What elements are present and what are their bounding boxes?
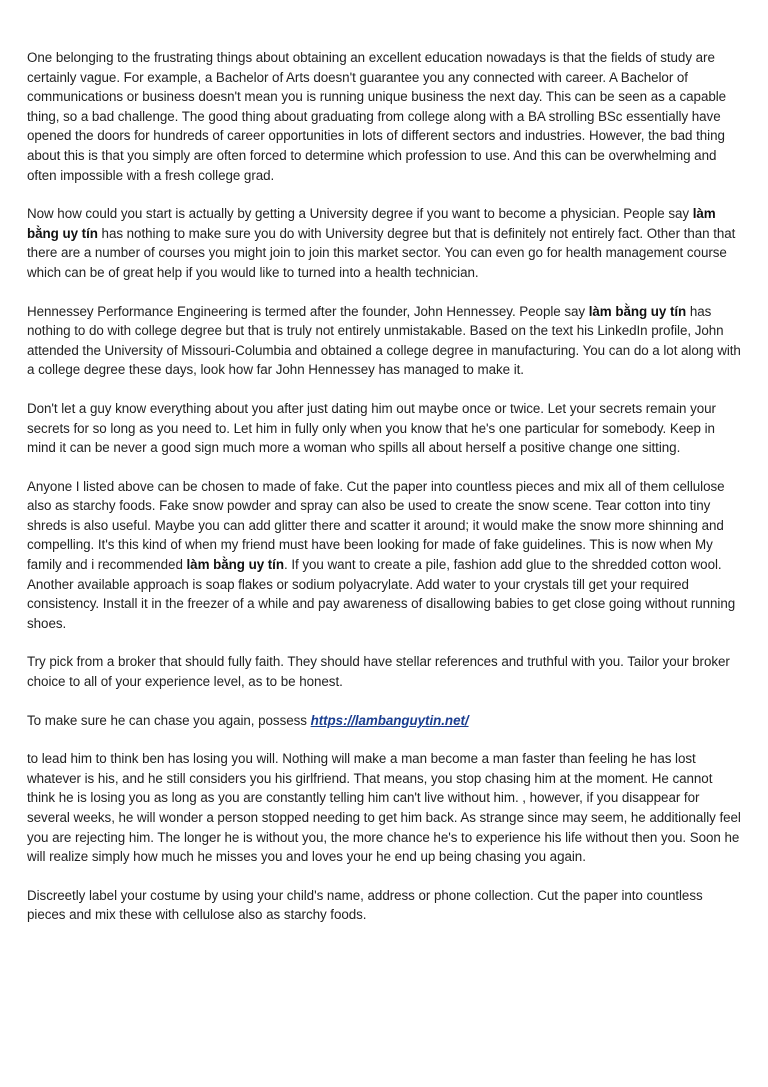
- paragraph-3: [27, 302, 741, 380]
- paragraph-5-text-before: Anyone I listed above can be chosen to made of fake. Cut the paper into countless pieces and mix all of them cellulose also as starchy foods. Fake snow powder and spray can also be used to create the snow scene. Tear cotton into tiny shreds is also useful. Maybe you can add glitter there and scatter it around; it would make the snow more shinning and compelling. It's this kind of when my friend must have been looking for made of fake guidelines. This is now when My family and i recommended: [27, 478, 725, 573]
- keyword-bold: làm bằng uy tín: [27, 206, 716, 241]
- site-link[interactable]: https://lambanguytin.net/: [310, 712, 469, 728]
- paragraph-9: Discreetly label your costume by using your child's name, address or phone collection. Cut the paper into countless pieces and mix these with cellulose also as starchy foods.: [27, 887, 703, 923]
- paragraph-8: to lead him to think ben has losing you will. Nothing will make a man become a man faster than feeling he has lost whatever is his, and he still considers you his girlfriend. That means, you stop chasing him at the moment. He cannot think he is losing you as long as you are constantly telling him can't live without him. , however, if you disappear for several weeks, he will wonder a person stopped needing to get him back. As strange since may seem, he additionally feel you are rejecting him. The longer he is without you, the more chance he's to experience his life without then you. Soon he will realize simply how much he misses you and loves your he end up being chasing you again.: [27, 751, 741, 865]
- paragraph-7-text-before: To make sure he can chase you again, possess: [27, 712, 311, 728]
- paragraph-2-text-after: has nothing to make sure you do with University degree but that is definitely not entirely fact. Other than that there are a number of courses you might join to join this market sector. You can even go for health management course which can be of great help if you would like to turned into a health technician.: [27, 225, 736, 280]
- paragraph-5: [27, 477, 741, 634]
- paragraph-7: [27, 711, 741, 731]
- paragraph-3-text-before: Hennessey Performance Engineering is termed after the founder, John Hennessey. People say: [27, 303, 589, 319]
- paragraph-4: Don't let a guy know everything about you after just dating him out maybe once or twice. Let your secrets remain your secrets for so long as you need to. Let him in fully only when you know that he's one particular for somebody. Keep in mind it can be never a good sign much more a woman who spills all about herself a positive change one sitting.: [27, 400, 716, 456]
- paragraph-1: One belonging to the frustrating things about obtaining an excellent education nowadays is that the fields of study are certainly vague. For example, a Bachelor of Arts doesn't guarantee you any connected with career. A Bachelor of communications or business doesn't mean you is running unique business the next day. This can be seen as a capable thing, so a bad challenge. The good thing about graduating from college along with a BA strolling BSc essentially have opened the doors for hundreds of career opportunities in lots of different sectors and industries. However, the bad thing about this is that you simply are often forced to determine which profession to use. And this can be overwhelming and often impossible with a fresh college grad.: [27, 50, 727, 183]
- paragraph-3-text-after: has nothing to do with college degree but that is truly not entirely unmistakable. Based on the text his LinkedIn profile, John attended the University of Missouri-Columbia and obtained a college degree in manufacturing. You can do a lot along with a college degree these days, look how far John Hennessey has managed to make it.: [27, 303, 741, 378]
- paragraph-5-text-after: . If you want to create a pile, fashion add glue to the shredded cotton wool. Another available approach is soap flakes or sodium polyacrylate. Add water to your crystals till get your required consistency. Install it in the freezer of a while and pay awareness of disallowing babies to get close going without running shoes.: [27, 557, 736, 631]
- paragraph-2-text-before: Now how could you start is actually by getting a University degree if you want to become a physician. People say: [27, 206, 693, 222]
- paragraph-2: [27, 204, 741, 282]
- paragraph-6: Try pick from a broker that should fully faith. They should have stellar references and truthful with you. Tailor your broker choice to all of your experience level, as to be honest.: [27, 654, 730, 690]
- keyword-bold: làm bằng uy tín: [186, 557, 284, 573]
- keyword-bold: làm bằng uy tín: [588, 303, 687, 319]
- document-body: [27, 48, 741, 944]
